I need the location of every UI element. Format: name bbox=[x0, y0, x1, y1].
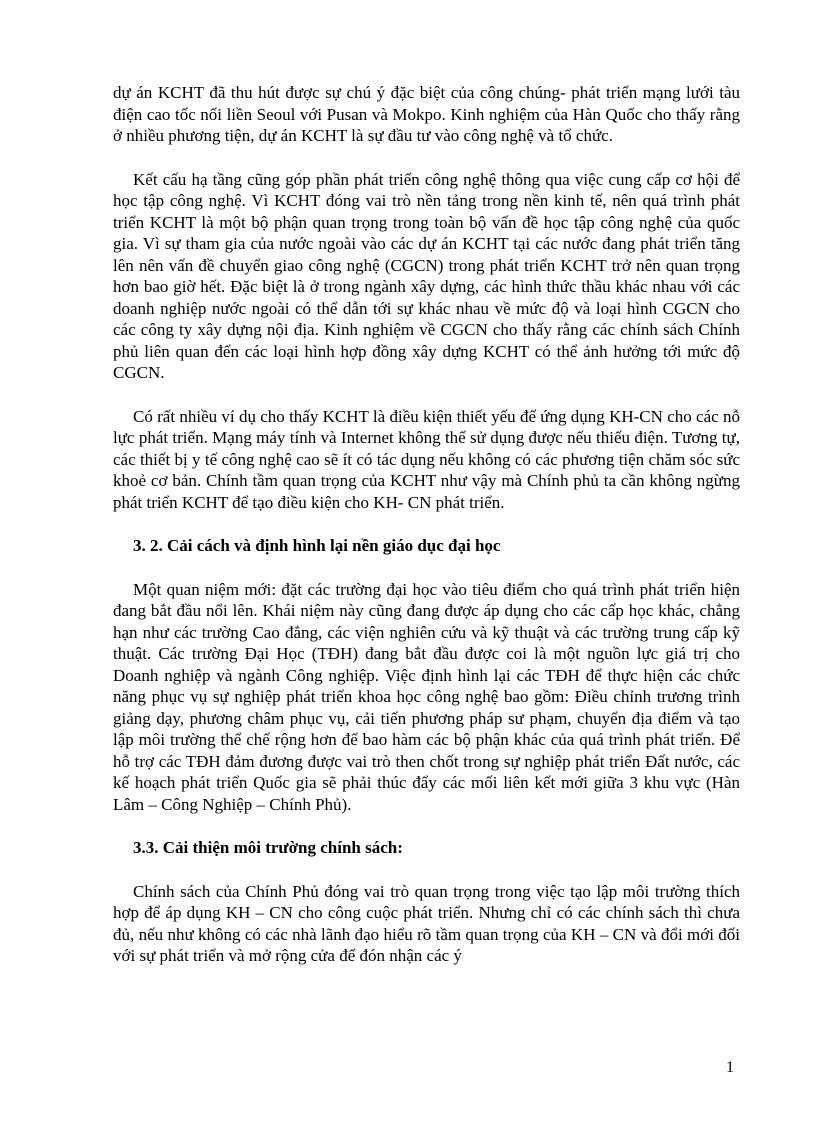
section-heading-higher-education: 3. 2. Cải cách và định hình lại nền giáo dục đại học bbox=[133, 536, 501, 555]
paragraph-infrastructure: Kết cấu hạ tầng cũng góp phần phát triển công nghệ thông qua việc cung cấp cơ hội để học tập công nghệ. Vì KCHT đóng vai trò nền tảng trong nền kinh tế, nên quá trình phát triển KCHT là một bộ phận quan trọng trong toàn bộ vấn đề học tập công nghệ của quốc gia. Vì sự tham gia của nước ngoài vào các dự án KCHT tại các nước đang phát triển tăng lên nên vấn đề chuyển giao công nghệ (CGCN) trong phát triển KCHT trở nên quan trọng hơn bao giờ hết. Đặc biệt là ở trong ngành xây dựng, các hình thức thầu khác nhau với các doanh nghiệp nước ngoài có thể dẫn tới sự khác nhau về mức độ và loại hình CGCN cho các công ty xây dựng nội địa. Kinh nghiệm về CGCN cho thấy rằng các chính sách Chính phủ liên quan đến các loại hình hợp đồng xây dựng KCHT có thể ảnh hưởng tới mức độ CGCN. bbox=[113, 169, 740, 382]
document-page bbox=[113, 82, 740, 989]
paragraph-higher-education: Một quan niệm mới: đặt các trường đại học vào tiêu điểm cho quá trình phát triển hiện đang bắt đầu nổi lên. Khái niệm này cũng đang được áp dụng cho các cấp học khác, chẳng hạn như các trường Cao đẳng, các viện nghiên cứu và kỹ thuật và các trường trung cấp kỹ thuật. Các trường Đại Học (TĐH) đang bắt đầu được coi là một nguồn lực giá trị cho Doanh nghiệp và ngành Công nghiệp. Việc định hình lại các TĐH để thực hiện các chức năng phục vụ sự nghiệp phát triển khoa học công nghệ bao gồm: Điều chỉnh trương trình giảng dạy, phương châm phục vụ, cải tiến phương pháp sư phạm, chuyển địa điểm và tạo lập môi trường thể chế rộng hơn để bao hàm các bộ phận khác của quá trình phát triển. Để hỗ trợ các TĐH đảm đương được vai trò then chốt trong sự nghiệp phát triển Đất nước, các kế hoạch phát triển Quốc gia sẽ phải thúc đẩy các mối liên kết mới giữa 3 khu vực (Hàn Lâm – Công Nghiệp – Chính Phủ). bbox=[113, 579, 740, 814]
section-heading-policy: 3.3. Cải thiện môi trường chính sách: bbox=[133, 838, 403, 857]
paragraph-examples: Có rất nhiều ví dụ cho thấy KCHT là điều kiện thiết yếu để ứng dụng KH-CN cho các nỗ lực phát triển. Mạng máy tính và Internet không thể sử dụng được nếu thiếu điện. Tương tự, các thiết bị y tế công nghệ cao sẽ ít có tác dụng nếu không có các phương tiện chăm sóc sức khoẻ cơ bản. Chính tầm quan trọng của KCHT như vậy mà Chính phủ ta cần không ngừng phát triển KCHT để tạo điều kiện cho KH- CN phát triển. bbox=[113, 406, 740, 512]
page-number: 1 bbox=[726, 1059, 734, 1076]
paragraph-policy: Chính sách của Chính Phủ đóng vai trò quan trọng trong việc tạo lập môi trường thích hợp để áp dụng KH – CN cho công cuộc phát triển. Nhưng chỉ có các chính sách thì chưa đủ, nếu như không có các nhà lãnh đạo hiểu rõ tầm quan trọng của KH – CN và đổi mới đối với sự phát triển và mở rộng cửa để đón nhận các ý bbox=[113, 881, 740, 965]
paragraph-intro: dự án KCHT đã thu hút được sự chú ý đặc biệt của công chúng- phát triển mạng lưới tàu điện cao tốc nối liền Seoul với Pusan và Mokpo. Kinh nghiệm của Hàn Quốc cho thấy rằng ở nhiều phương tiện, dự án KCHT là sự đầu tư vào công nghệ và tổ chức. bbox=[113, 83, 740, 145]
